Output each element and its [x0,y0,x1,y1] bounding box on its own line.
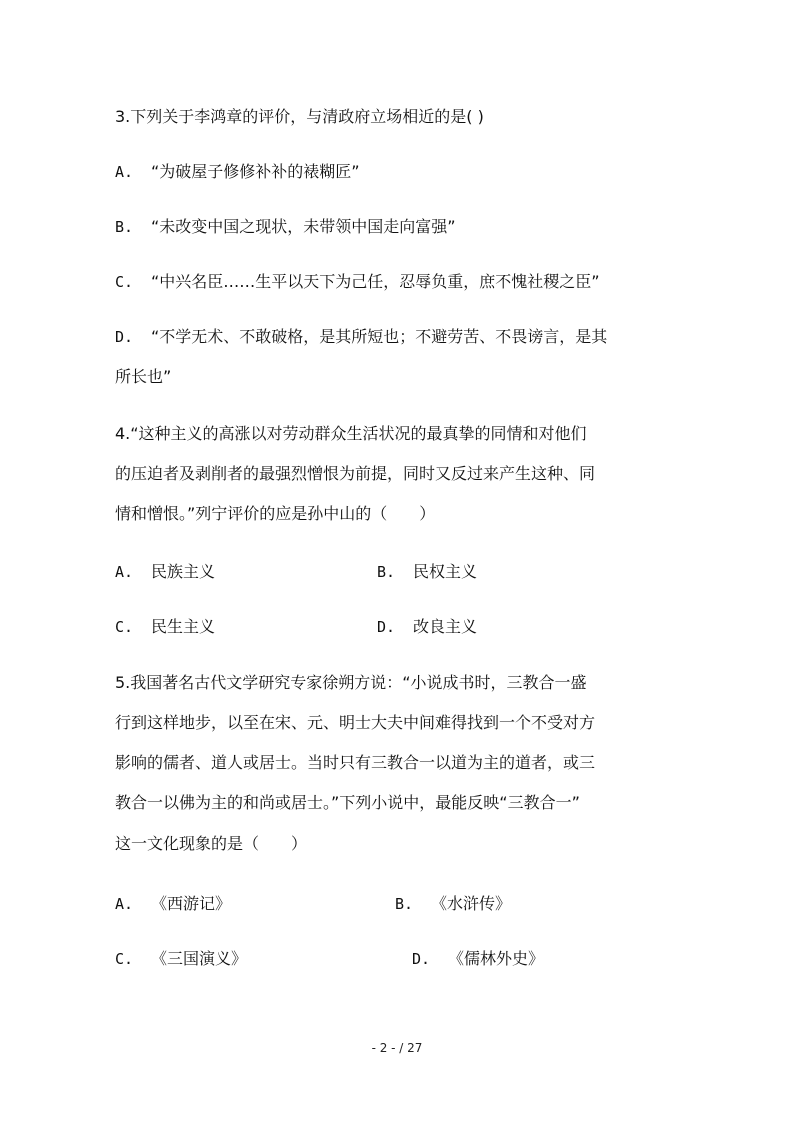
question-3-option-d-continuation: 所长也” [115,367,172,386]
option-text: “未改变中国之现状，未带领中国走向富强” [151,217,456,236]
option-text: 民族主义 [151,562,216,581]
option-text: 民权主义 [413,562,478,581]
option-text: 《西游记》 [151,894,232,913]
option-letter: C. [115,618,134,636]
question-3-option-b [115,217,456,237]
option-letter: A. [115,163,134,181]
question-4-stem-line-3: 情和憎恨。”列宁评价的应是孙中山的（ ） [115,504,436,523]
question-5-stem-line-3: 影响的儒者、道人或居士。当时只有三教合一以道为主的道者，或三 [115,753,596,772]
option-letter: D. [412,950,431,968]
question-3-option-c [115,272,600,292]
page-number: - 2 - / 27 [371,1041,423,1055]
option-letter: C. [115,950,134,968]
question-4-option-b [377,562,477,582]
option-text: 民生主义 [151,617,216,636]
option-text: “中兴名臣……生平以天下为己任，忍辱负重，庶不愧社稷之臣” [151,272,600,291]
option-letter: A. [115,563,134,581]
question-3-stem: 3.下列关于李鸿章的评价，与清政府立场相近的是( ) [115,107,484,126]
question-4-option-a [115,562,215,582]
option-letter: A. [115,895,134,913]
option-text: 《水浒传》 [431,894,512,913]
option-letter: C. [115,273,134,291]
option-text: “不学无术、不敢破格，是其所短也；不避劳苦、不畏谤言，是其 [151,327,608,346]
question-5-stem-line-1: 5.我国著名古代文学研究专家徐朔方说：“小说成书时，三教合一盛 [115,673,587,692]
option-text: 《三国演义》 [151,949,248,968]
question-4-stem-line-1: 4.“这种主义的高涨以对劳动群众生活状况的最真挚的同情和对他们 [115,424,587,443]
question-5-stem-line-2: 行到这样地步，以至在宋、元、明士大夫中间难得找到一个不受对方 [115,713,596,732]
question-5-option-c [115,949,247,969]
question-3-option-d [115,327,607,347]
question-5-stem-line-5: 这一文化现象的是（ ） [115,834,308,853]
option-letter: B. [377,563,396,581]
option-text: 改良主义 [413,617,478,636]
question-5-option-b [395,894,511,914]
question-4-option-c [115,617,215,637]
question-3-option-a [115,162,360,182]
option-letter: B. [395,895,414,913]
option-text: 《儒林外史》 [448,949,545,968]
question-4-option-d [377,617,477,637]
question-5-option-d [412,949,544,969]
option-letter: B. [115,218,134,236]
question-5-stem-line-4: 教合一以佛为主的和尚或居士。”下列小说中，最能反映“三教合一” [115,793,580,812]
option-letter: D. [377,618,396,636]
question-5-option-a [115,894,231,914]
option-letter: D. [115,328,134,346]
option-text: “为破屋子修修补补的裱糊匠” [151,162,360,181]
question-4-stem-line-2: 的压迫者及剥削者的最强烈憎恨为前提，同时又反过来产生这种、同 [115,464,596,483]
